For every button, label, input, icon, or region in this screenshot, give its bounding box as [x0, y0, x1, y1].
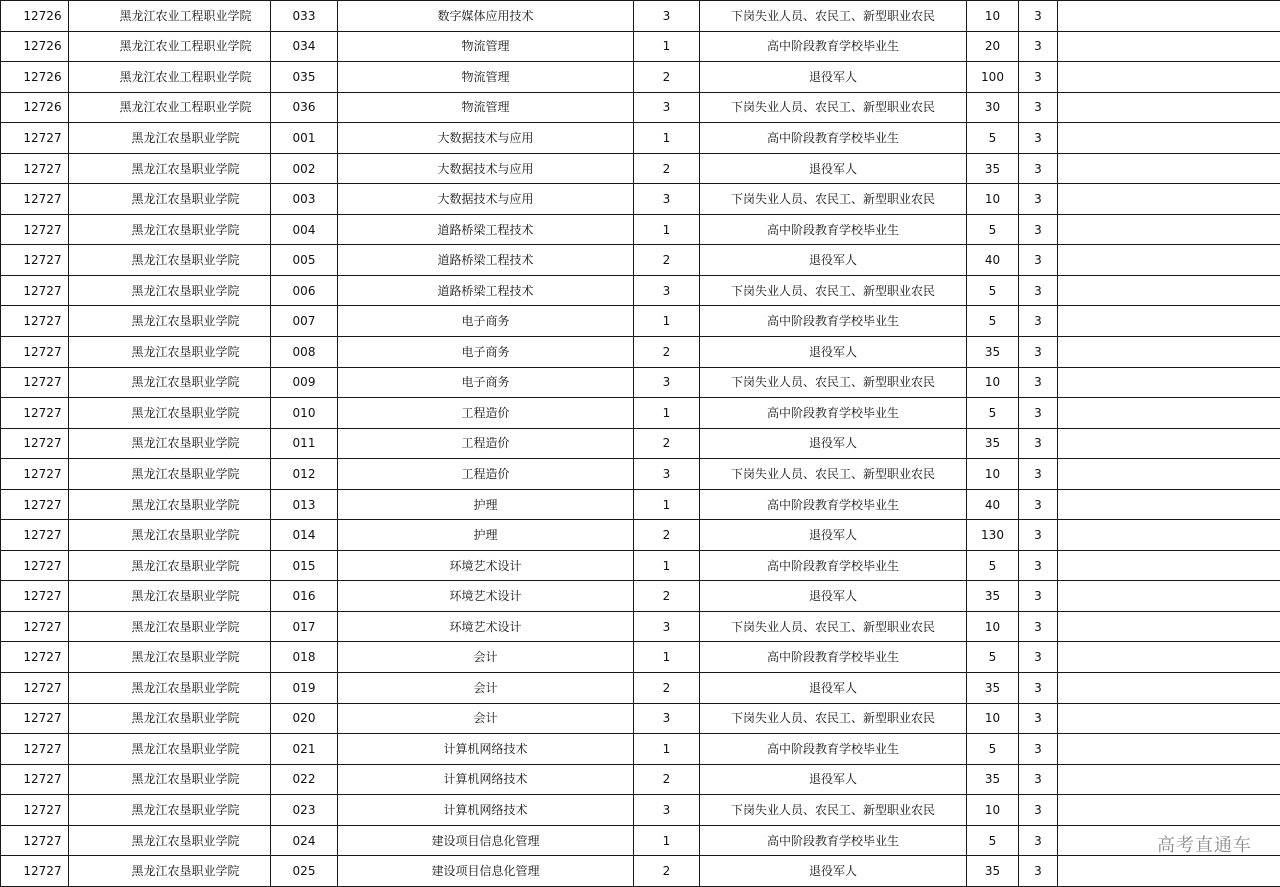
- table-row: [1, 214, 1280, 245]
- category-cell: 1: [634, 306, 700, 337]
- major-code-cell: 035: [271, 62, 338, 93]
- years-cell: 3: [1019, 856, 1058, 887]
- major-name-cell: 计算机网络技术: [338, 764, 634, 795]
- major-code-cell: 033: [271, 1, 338, 32]
- school-code-cell: 12727: [1, 337, 69, 368]
- table-row: [1, 856, 1280, 887]
- years-cell: 3: [1019, 214, 1058, 245]
- major-code-cell: 018: [271, 642, 338, 673]
- category-cell: 3: [634, 1, 700, 32]
- school-name-cell: 黑龙江农垦职业学院: [69, 153, 271, 184]
- note-cell: [1058, 62, 1280, 93]
- target-group-cell: 下岗失业人员、农民工、新型职业农民: [700, 92, 967, 123]
- table-row: [1, 520, 1280, 551]
- target-group-cell: 退役军人: [700, 153, 967, 184]
- school-code-cell: 12727: [1, 856, 69, 887]
- major-code-cell: 013: [271, 489, 338, 520]
- note-cell: [1058, 489, 1280, 520]
- major-code-cell: 008: [271, 337, 338, 368]
- note-cell: [1058, 275, 1280, 306]
- major-code-cell: 007: [271, 306, 338, 337]
- years-cell: 3: [1019, 275, 1058, 306]
- category-cell: 3: [634, 92, 700, 123]
- plan-count-cell: 35: [967, 428, 1019, 459]
- major-name-cell: 会计: [338, 673, 634, 704]
- major-name-cell: 建设项目信息化管理: [338, 825, 634, 856]
- major-code-cell: 003: [271, 184, 338, 215]
- major-code-cell: 005: [271, 245, 338, 276]
- table-row: [1, 31, 1280, 62]
- target-group-cell: 退役军人: [700, 764, 967, 795]
- category-cell: 2: [634, 673, 700, 704]
- table-row: [1, 398, 1280, 429]
- school-code-cell: 12727: [1, 398, 69, 429]
- major-name-cell: 道路桥梁工程技术: [338, 275, 634, 306]
- plan-count-cell: 5: [967, 123, 1019, 154]
- category-cell: 3: [634, 275, 700, 306]
- major-name-cell: 大数据技术与应用: [338, 184, 634, 215]
- target-group-cell: 退役军人: [700, 428, 967, 459]
- major-name-cell: 工程造价: [338, 459, 634, 490]
- school-name-cell: 黑龙江农垦职业学院: [69, 306, 271, 337]
- plan-count-cell: 5: [967, 214, 1019, 245]
- target-group-cell: 退役军人: [700, 62, 967, 93]
- table-row: [1, 123, 1280, 154]
- school-name-cell: 黑龙江农垦职业学院: [69, 734, 271, 765]
- category-cell: 2: [634, 581, 700, 612]
- school-code-cell: 12727: [1, 245, 69, 276]
- plan-count-cell: 5: [967, 306, 1019, 337]
- table-row: [1, 428, 1280, 459]
- target-group-cell: 高中阶段教育学校毕业生: [700, 214, 967, 245]
- plan-count-cell: 35: [967, 337, 1019, 368]
- plan-count-cell: 40: [967, 245, 1019, 276]
- school-name-cell: 黑龙江农垦职业学院: [69, 642, 271, 673]
- years-cell: 3: [1019, 153, 1058, 184]
- years-cell: 3: [1019, 92, 1058, 123]
- note-cell: [1058, 581, 1280, 612]
- target-group-cell: 高中阶段教育学校毕业生: [700, 123, 967, 154]
- major-code-cell: 019: [271, 673, 338, 704]
- note-cell: [1058, 459, 1280, 490]
- note-cell: [1058, 611, 1280, 642]
- years-cell: 3: [1019, 306, 1058, 337]
- plan-count-cell: 10: [967, 795, 1019, 826]
- note-cell: [1058, 123, 1280, 154]
- years-cell: 3: [1019, 428, 1058, 459]
- target-group-cell: 高中阶段教育学校毕业生: [700, 550, 967, 581]
- category-cell: 3: [634, 184, 700, 215]
- years-cell: 3: [1019, 611, 1058, 642]
- school-name-cell: 黑龙江农垦职业学院: [69, 367, 271, 398]
- major-name-cell: 环境艺术设计: [338, 611, 634, 642]
- school-code-cell: 12727: [1, 184, 69, 215]
- years-cell: 3: [1019, 31, 1058, 62]
- major-name-cell: 大数据技术与应用: [338, 153, 634, 184]
- category-cell: 1: [634, 642, 700, 673]
- years-cell: 3: [1019, 489, 1058, 520]
- table-row: [1, 92, 1280, 123]
- note-cell: [1058, 734, 1280, 765]
- school-code-cell: 12726: [1, 92, 69, 123]
- target-group-cell: 下岗失业人员、农民工、新型职业农民: [700, 459, 967, 490]
- category-cell: 1: [634, 123, 700, 154]
- category-cell: 1: [634, 489, 700, 520]
- school-code-cell: 12727: [1, 428, 69, 459]
- table-row: [1, 184, 1280, 215]
- table-row: [1, 62, 1280, 93]
- table-row: [1, 245, 1280, 276]
- major-name-cell: 大数据技术与应用: [338, 123, 634, 154]
- major-code-cell: 004: [271, 214, 338, 245]
- school-code-cell: 12726: [1, 1, 69, 32]
- school-name-cell: 黑龙江农垦职业学院: [69, 337, 271, 368]
- plan-count-cell: 10: [967, 459, 1019, 490]
- years-cell: 3: [1019, 337, 1058, 368]
- years-cell: 3: [1019, 398, 1058, 429]
- note-cell: [1058, 795, 1280, 826]
- years-cell: 3: [1019, 825, 1058, 856]
- major-name-cell: 电子商务: [338, 337, 634, 368]
- target-group-cell: 高中阶段教育学校毕业生: [700, 642, 967, 673]
- school-code-cell: 12727: [1, 214, 69, 245]
- note-cell: [1058, 703, 1280, 734]
- school-name-cell: 黑龙江农垦职业学院: [69, 214, 271, 245]
- major-name-cell: 工程造价: [338, 428, 634, 459]
- plan-count-cell: 5: [967, 642, 1019, 673]
- table-row: [1, 795, 1280, 826]
- plan-count-cell: 35: [967, 764, 1019, 795]
- plan-count-cell: 5: [967, 275, 1019, 306]
- years-cell: 3: [1019, 703, 1058, 734]
- school-code-cell: 12727: [1, 825, 69, 856]
- target-group-cell: 高中阶段教育学校毕业生: [700, 734, 967, 765]
- target-group-cell: 下岗失业人员、农民工、新型职业农民: [700, 367, 967, 398]
- target-group-cell: 下岗失业人员、农民工、新型职业农民: [700, 795, 967, 826]
- plan-count-cell: 35: [967, 673, 1019, 704]
- school-name-cell: 黑龙江农垦职业学院: [69, 459, 271, 490]
- note-cell: [1058, 245, 1280, 276]
- school-name-cell: 黑龙江农业工程职业学院: [69, 92, 271, 123]
- target-group-cell: 退役军人: [700, 673, 967, 704]
- category-cell: 2: [634, 245, 700, 276]
- school-code-cell: 12727: [1, 306, 69, 337]
- major-code-cell: 021: [271, 734, 338, 765]
- school-code-cell: 12727: [1, 367, 69, 398]
- plan-count-cell: 20: [967, 31, 1019, 62]
- major-name-cell: 道路桥梁工程技术: [338, 214, 634, 245]
- category-cell: 2: [634, 428, 700, 459]
- years-cell: 3: [1019, 642, 1058, 673]
- major-code-cell: 017: [271, 611, 338, 642]
- target-group-cell: 高中阶段教育学校毕业生: [700, 31, 967, 62]
- table-row: [1, 611, 1280, 642]
- major-name-cell: 道路桥梁工程技术: [338, 245, 634, 276]
- major-name-cell: 工程造价: [338, 398, 634, 429]
- table-row: [1, 489, 1280, 520]
- years-cell: 3: [1019, 245, 1058, 276]
- years-cell: 3: [1019, 520, 1058, 551]
- table-row: [1, 550, 1280, 581]
- category-cell: 2: [634, 153, 700, 184]
- table-row: [1, 306, 1280, 337]
- category-cell: 1: [634, 214, 700, 245]
- school-code-cell: 12727: [1, 795, 69, 826]
- major-name-cell: 会计: [338, 703, 634, 734]
- major-name-cell: 电子商务: [338, 367, 634, 398]
- category-cell: 3: [634, 367, 700, 398]
- category-cell: 3: [634, 611, 700, 642]
- years-cell: 3: [1019, 581, 1058, 612]
- school-name-cell: 黑龙江农垦职业学院: [69, 673, 271, 704]
- school-name-cell: 黑龙江农垦职业学院: [69, 795, 271, 826]
- plan-count-cell: 5: [967, 398, 1019, 429]
- school-code-cell: 12727: [1, 764, 69, 795]
- plan-count-cell: 5: [967, 825, 1019, 856]
- years-cell: 3: [1019, 550, 1058, 581]
- table-body: [1, 1, 1280, 887]
- school-name-cell: 黑龙江农垦职业学院: [69, 398, 271, 429]
- table-row: [1, 825, 1280, 856]
- school-name-cell: 黑龙江农业工程职业学院: [69, 62, 271, 93]
- school-name-cell: 黑龙江农垦职业学院: [69, 703, 271, 734]
- school-name-cell: 黑龙江农垦职业学院: [69, 825, 271, 856]
- target-group-cell: 退役军人: [700, 245, 967, 276]
- table-row: [1, 703, 1280, 734]
- note-cell: [1058, 92, 1280, 123]
- school-code-cell: 12727: [1, 581, 69, 612]
- major-code-cell: 022: [271, 764, 338, 795]
- category-cell: 3: [634, 703, 700, 734]
- table-row: [1, 1, 1280, 32]
- years-cell: 3: [1019, 1, 1058, 32]
- major-code-cell: 001: [271, 123, 338, 154]
- category-cell: 1: [634, 825, 700, 856]
- target-group-cell: 退役军人: [700, 581, 967, 612]
- school-name-cell: 黑龙江农垦职业学院: [69, 550, 271, 581]
- target-group-cell: 下岗失业人员、农民工、新型职业农民: [700, 703, 967, 734]
- years-cell: 3: [1019, 734, 1058, 765]
- category-cell: 2: [634, 520, 700, 551]
- target-group-cell: 高中阶段教育学校毕业生: [700, 306, 967, 337]
- table-row: [1, 153, 1280, 184]
- note-cell: [1058, 428, 1280, 459]
- major-code-cell: 015: [271, 550, 338, 581]
- major-code-cell: 002: [271, 153, 338, 184]
- years-cell: 3: [1019, 459, 1058, 490]
- major-name-cell: 护理: [338, 520, 634, 551]
- note-cell: [1058, 520, 1280, 551]
- plan-count-cell: 5: [967, 550, 1019, 581]
- school-name-cell: 黑龙江农垦职业学院: [69, 184, 271, 215]
- major-code-cell: 006: [271, 275, 338, 306]
- target-group-cell: 高中阶段教育学校毕业生: [700, 398, 967, 429]
- major-code-cell: 025: [271, 856, 338, 887]
- category-cell: 1: [634, 31, 700, 62]
- major-code-cell: 011: [271, 428, 338, 459]
- target-group-cell: 退役军人: [700, 856, 967, 887]
- school-code-cell: 12727: [1, 459, 69, 490]
- plan-count-cell: 10: [967, 184, 1019, 215]
- school-name-cell: 黑龙江农垦职业学院: [69, 764, 271, 795]
- target-group-cell: 下岗失业人员、农民工、新型职业农民: [700, 611, 967, 642]
- target-group-cell: 高中阶段教育学校毕业生: [700, 489, 967, 520]
- years-cell: 3: [1019, 367, 1058, 398]
- years-cell: 3: [1019, 123, 1058, 154]
- major-code-cell: 016: [271, 581, 338, 612]
- target-group-cell: 下岗失业人员、农民工、新型职业农民: [700, 184, 967, 215]
- table-row: [1, 459, 1280, 490]
- table-row: [1, 275, 1280, 306]
- school-name-cell: 黑龙江农垦职业学院: [69, 856, 271, 887]
- category-cell: 3: [634, 459, 700, 490]
- school-name-cell: 黑龙江农垦职业学院: [69, 581, 271, 612]
- school-name-cell: 黑龙江农垦职业学院: [69, 520, 271, 551]
- note-cell: [1058, 1, 1280, 32]
- plan-count-cell: 35: [967, 856, 1019, 887]
- school-code-cell: 12727: [1, 703, 69, 734]
- watermark-text: 高考直通车: [1157, 835, 1252, 856]
- major-name-cell: 会计: [338, 642, 634, 673]
- major-name-cell: 环境艺术设计: [338, 581, 634, 612]
- school-code-cell: 12727: [1, 611, 69, 642]
- target-group-cell: 下岗失业人员、农民工、新型职业农民: [700, 275, 967, 306]
- major-name-cell: 物流管理: [338, 31, 634, 62]
- category-cell: 1: [634, 550, 700, 581]
- major-name-cell: 数字媒体应用技术: [338, 1, 634, 32]
- years-cell: 3: [1019, 764, 1058, 795]
- school-code-cell: 12727: [1, 642, 69, 673]
- plan-count-cell: 130: [967, 520, 1019, 551]
- school-code-cell: 12727: [1, 123, 69, 154]
- plan-count-cell: 100: [967, 62, 1019, 93]
- school-code-cell: 12726: [1, 31, 69, 62]
- category-cell: 2: [634, 62, 700, 93]
- note-cell: [1058, 153, 1280, 184]
- plan-count-cell: 10: [967, 703, 1019, 734]
- table-row: [1, 337, 1280, 368]
- plan-count-cell: 10: [967, 367, 1019, 398]
- school-code-cell: 12727: [1, 153, 69, 184]
- years-cell: 3: [1019, 673, 1058, 704]
- plan-count-cell: 40: [967, 489, 1019, 520]
- plan-count-cell: 35: [967, 581, 1019, 612]
- school-code-cell: 12727: [1, 734, 69, 765]
- note-cell: [1058, 337, 1280, 368]
- note-cell: [1058, 306, 1280, 337]
- note-cell: [1058, 642, 1280, 673]
- school-code-cell: 12726: [1, 62, 69, 93]
- major-name-cell: 计算机网络技术: [338, 734, 634, 765]
- category-cell: 2: [634, 337, 700, 368]
- major-name-cell: 环境艺术设计: [338, 550, 634, 581]
- category-cell: 1: [634, 398, 700, 429]
- major-code-cell: 009: [271, 367, 338, 398]
- school-code-cell: 12727: [1, 550, 69, 581]
- school-name-cell: 黑龙江农垦职业学院: [69, 428, 271, 459]
- note-cell: [1058, 214, 1280, 245]
- major-code-cell: 034: [271, 31, 338, 62]
- major-name-cell: 电子商务: [338, 306, 634, 337]
- years-cell: 3: [1019, 795, 1058, 826]
- major-code-cell: 014: [271, 520, 338, 551]
- major-code-cell: 010: [271, 398, 338, 429]
- school-code-cell: 12727: [1, 673, 69, 704]
- major-name-cell: 物流管理: [338, 92, 634, 123]
- school-name-cell: 黑龙江农业工程职业学院: [69, 31, 271, 62]
- note-cell: [1058, 398, 1280, 429]
- major-name-cell: 计算机网络技术: [338, 795, 634, 826]
- major-code-cell: 020: [271, 703, 338, 734]
- plan-count-cell: 10: [967, 611, 1019, 642]
- major-code-cell: 023: [271, 795, 338, 826]
- major-name-cell: 护理: [338, 489, 634, 520]
- table-row: [1, 764, 1280, 795]
- plan-count-cell: 35: [967, 153, 1019, 184]
- school-name-cell: 黑龙江农垦职业学院: [69, 245, 271, 276]
- note-cell: [1058, 184, 1280, 215]
- years-cell: 3: [1019, 184, 1058, 215]
- category-cell: 3: [634, 795, 700, 826]
- category-cell: 2: [634, 856, 700, 887]
- plan-count-cell: 10: [967, 1, 1019, 32]
- target-group-cell: 下岗失业人员、农民工、新型职业农民: [700, 1, 967, 32]
- major-name-cell: 物流管理: [338, 62, 634, 93]
- table-row: [1, 673, 1280, 704]
- note-cell: [1058, 764, 1280, 795]
- school-code-cell: 12727: [1, 275, 69, 306]
- category-cell: 2: [634, 764, 700, 795]
- school-name-cell: 黑龙江农垦职业学院: [69, 611, 271, 642]
- note-cell: [1058, 856, 1280, 887]
- school-name-cell: 黑龙江农垦职业学院: [69, 275, 271, 306]
- plan-count-cell: 30: [967, 92, 1019, 123]
- target-group-cell: 退役军人: [700, 520, 967, 551]
- note-cell: [1058, 673, 1280, 704]
- major-code-cell: 024: [271, 825, 338, 856]
- target-group-cell: 退役军人: [700, 337, 967, 368]
- note-cell: [1058, 367, 1280, 398]
- table-row: [1, 367, 1280, 398]
- plan-count-cell: 5: [967, 734, 1019, 765]
- years-cell: 3: [1019, 62, 1058, 93]
- target-group-cell: 高中阶段教育学校毕业生: [700, 825, 967, 856]
- major-name-cell: 建设项目信息化管理: [338, 856, 634, 887]
- school-name-cell: 黑龙江农业工程职业学院: [69, 1, 271, 32]
- note-cell: [1058, 550, 1280, 581]
- table-row: [1, 642, 1280, 673]
- school-code-cell: 12727: [1, 489, 69, 520]
- school-name-cell: 黑龙江农垦职业学院: [69, 123, 271, 154]
- note-cell: [1058, 31, 1280, 62]
- major-code-cell: 012: [271, 459, 338, 490]
- table-row: [1, 581, 1280, 612]
- table-row: [1, 734, 1280, 765]
- school-name-cell: 黑龙江农垦职业学院: [69, 489, 271, 520]
- major-code-cell: 036: [271, 92, 338, 123]
- school-code-cell: 12727: [1, 520, 69, 551]
- category-cell: 1: [634, 734, 700, 765]
